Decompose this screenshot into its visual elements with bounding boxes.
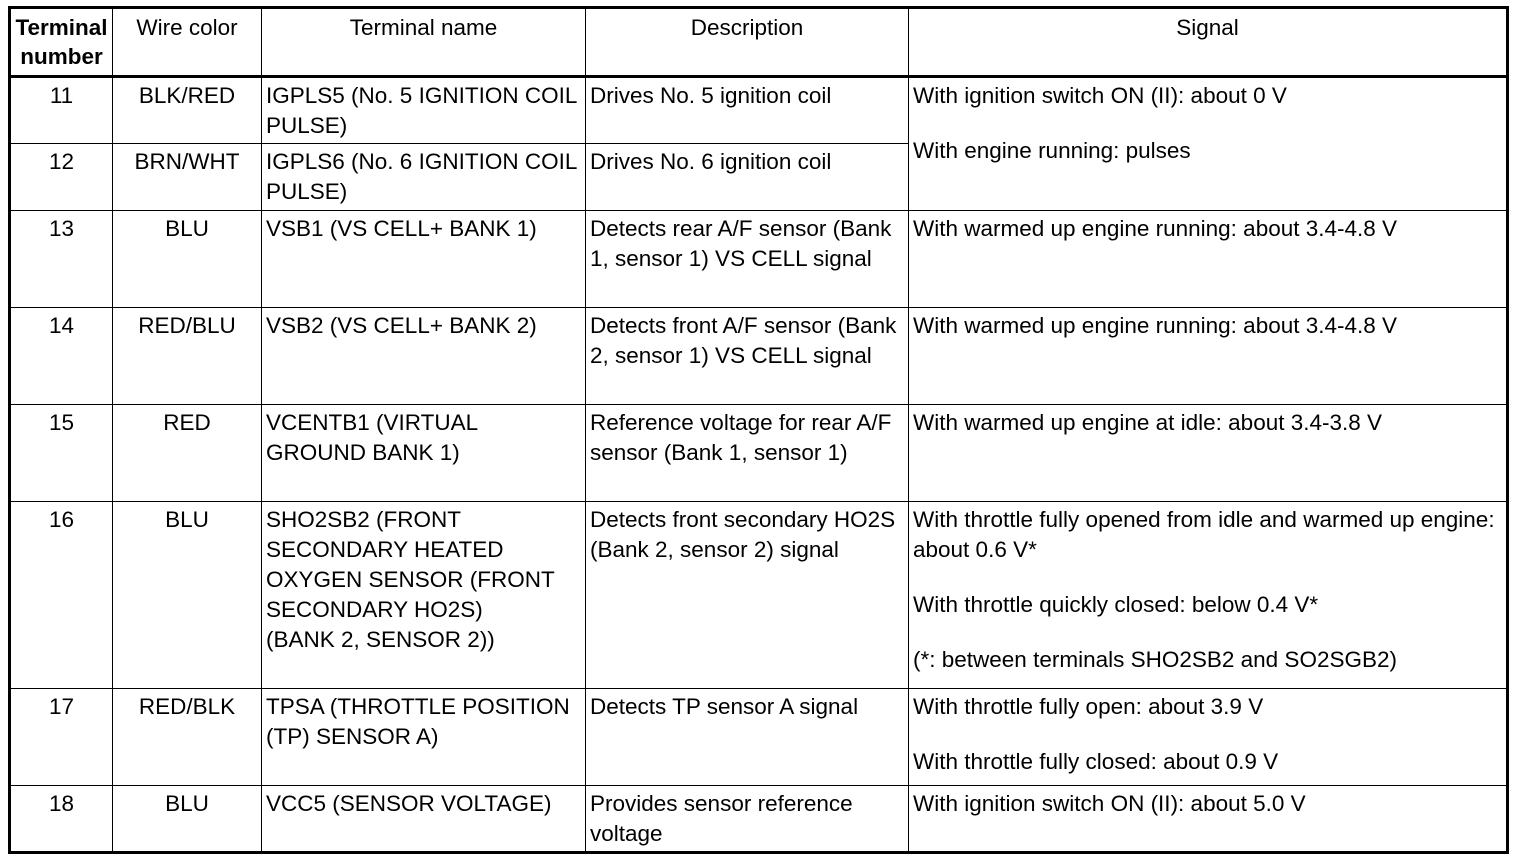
table-row <box>10 77 1508 144</box>
terminal-description: Detects rear A/F sensor (Bank 1, sensor 1) VS CELL signal <box>586 211 909 308</box>
table-row <box>10 689 1508 786</box>
signal-line: With ignition switch ON (II): about 0 V <box>913 83 1287 108</box>
terminal-number: 15 <box>10 405 113 502</box>
terminal-name: VCENTB1 (VIRTUAL GROUND BANK 1) <box>262 405 586 502</box>
signal-line: With ignition switch ON (II): about 5.0 V <box>913 791 1306 816</box>
header-signal: Signal <box>909 8 1508 77</box>
terminal-description: Reference voltage for rear A/F sensor (Bank 1, sensor 1) <box>586 405 909 502</box>
signal-line: With throttle quickly closed: below 0.4 V* <box>913 592 1319 617</box>
signal-line: With warmed up engine running: about 3.4-4.8 V <box>913 216 1398 241</box>
wire-color: BLU <box>113 211 262 308</box>
signal-line: With throttle fully closed: about 0.9 V <box>913 749 1279 774</box>
terminal-signal <box>909 308 1508 405</box>
terminal-signal <box>909 405 1508 502</box>
header-terminal-name: Terminal name <box>262 8 586 77</box>
terminal-signal <box>909 77 1508 211</box>
wire-color: RED/BLK <box>113 689 262 786</box>
terminal-number: 16 <box>10 502 113 689</box>
terminal-description: Detects front secondary HO2S (Bank 2, sensor 2) signal <box>586 502 909 689</box>
signal-line: With warmed up engine running: about 3.4-4.8 V <box>913 313 1398 338</box>
header-wire-color: Wire color <box>113 8 262 77</box>
signal-line: With warmed up engine at idle: about 3.4-3.8 V <box>913 410 1383 435</box>
terminal-number: 13 <box>10 211 113 308</box>
signal-line: With engine running: pulses <box>913 138 1191 163</box>
terminal-name-continued: (BANK 2, SENSOR 2)) <box>266 627 495 652</box>
terminal-description: Detects front A/F sensor (Bank 2, sensor 1) VS CELL signal <box>586 308 909 405</box>
terminal-description: Provides sensor reference voltage <box>586 786 909 853</box>
header-terminal-number: Terminal number <box>10 8 113 77</box>
terminal-description: Detects TP sensor A signal <box>586 689 909 786</box>
wire-color: BLU <box>113 786 262 853</box>
table-row <box>10 502 1508 689</box>
terminal-name: TPSA (THROTTLE POSITION (TP) SENSOR A) <box>262 689 586 786</box>
terminal-signal <box>909 786 1508 853</box>
header-description: Description <box>586 8 909 77</box>
terminal-description: Drives No. 6 ignition coil <box>586 144 909 211</box>
terminal-name: IGPLS5 (No. 5 IGNITION COIL PULSE) <box>262 77 586 144</box>
terminal-name: VCC5 (SENSOR VOLTAGE) <box>262 786 586 853</box>
table-row <box>10 786 1508 853</box>
terminal-table <box>8 6 1509 854</box>
wire-color: BRN/WHT <box>113 144 262 211</box>
terminal-name-cell <box>262 502 586 689</box>
terminal-number: 12 <box>10 144 113 211</box>
wire-color: BLU <box>113 502 262 689</box>
terminal-number: 14 <box>10 308 113 405</box>
terminal-signal <box>909 689 1508 786</box>
table-row <box>10 308 1508 405</box>
terminal-name: VSB1 (VS CELL+ BANK 1) <box>262 211 586 308</box>
terminal-number: 17 <box>10 689 113 786</box>
terminal-name: VSB2 (VS CELL+ BANK 2) <box>262 308 586 405</box>
table-row <box>10 405 1508 502</box>
signal-line: (*: between terminals SHO2SB2 and SO2SGB2) <box>913 647 1397 672</box>
wire-color: RED <box>113 405 262 502</box>
signal-line: With throttle fully open: about 3.9 V <box>913 694 1264 719</box>
terminal-number: 11 <box>10 77 113 144</box>
terminal-description: Drives No. 5 ignition coil <box>586 77 909 144</box>
wire-color: RED/BLU <box>113 308 262 405</box>
signal-line: With throttle fully opened from idle and warmed up engine: about 0.6 V* <box>913 507 1495 562</box>
terminal-signal <box>909 211 1508 308</box>
wire-color: BLK/RED <box>113 77 262 144</box>
header-row <box>10 8 1508 77</box>
table-row <box>10 211 1508 308</box>
terminal-name: SHO2SB2 (FRONT SECONDARY HEATED OXYGEN SENSOR (FRONT SECONDARY HO2S) <box>266 507 555 622</box>
terminal-signal <box>909 502 1508 689</box>
terminal-number: 18 <box>10 786 113 853</box>
terminal-name: IGPLS6 (No. 6 IGNITION COIL PULSE) <box>262 144 586 211</box>
